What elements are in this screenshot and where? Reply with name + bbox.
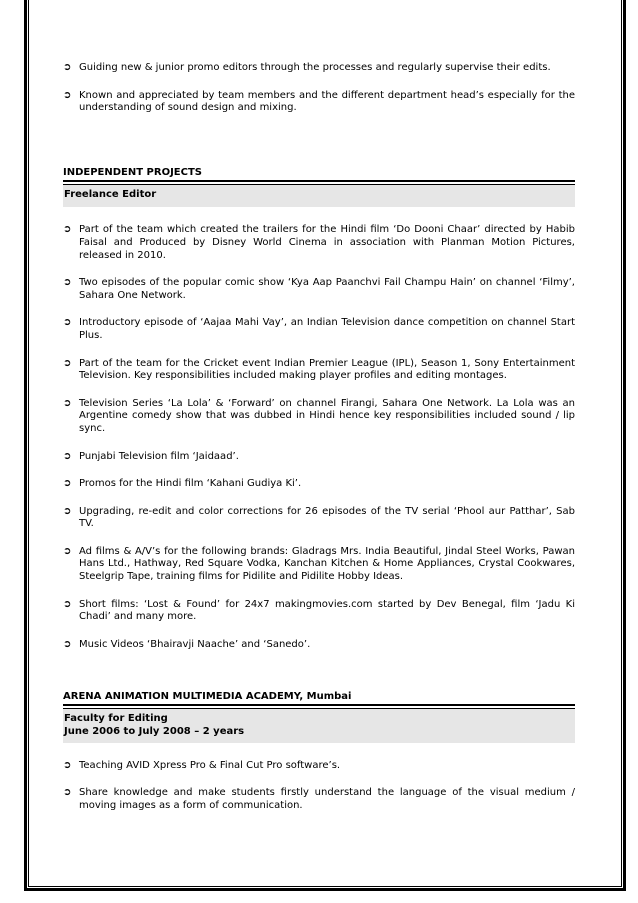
list-item xyxy=(63,760,575,773)
list-item-text: Teaching AVID Xpress Pro & Final Cut Pro software’s. xyxy=(79,759,341,771)
role-block xyxy=(63,709,575,742)
arrow-bullet-icon: ➲ xyxy=(63,224,72,236)
list-item xyxy=(63,451,575,464)
section-heading: INDEPENDENT PROJECTS xyxy=(63,166,202,178)
independent-bullet-list xyxy=(63,224,575,651)
list-item-text: Ad films & A/V’s for the following brands: Gladrags Mrs. India Beautiful, Jindal Steel Works, Pawan Hans Ltd., Hathway, Red Square Vodka, Kanchan Kitchen & Home Appliances, Crystal Cookwares, Steelgrip Tape, training films for Pidilite and Pidilite Hobby Ideas. xyxy=(79,545,575,583)
arrow-bullet-icon: ➲ xyxy=(63,397,72,409)
list-item-text: Guiding new & junior promo editors through the processes and regularly supervise their edits. xyxy=(79,62,551,73)
arena-section xyxy=(63,691,575,812)
list-item-text: Share knowledge and make students firstly understand the language of the visual medium / moving images as a form of communication. xyxy=(79,787,575,811)
list-item-text: Introductory episode of ‘Aajaa Mahi Vay’, an Indian Television dance competition on channel Start Plus. xyxy=(79,317,575,341)
list-item-text: Short films: ‘Lost & Found’ for 24x7 makingmovies.com started by Dev Benegal, film ‘Jadu Ki Chadi’ and many more. xyxy=(79,598,575,623)
independent-projects-section xyxy=(63,167,575,652)
arrow-bullet-icon: ➲ xyxy=(63,638,72,650)
heading-rule-thick xyxy=(63,180,575,182)
list-item-text: Upgrading, re-edit and color corrections for 26 episodes of the TV serial ‘Phool aur Patthar’, Sab TV. xyxy=(79,505,575,530)
arrow-bullet-icon: ➲ xyxy=(63,357,72,369)
arrow-bullet-icon: ➲ xyxy=(63,505,72,517)
list-item xyxy=(63,317,575,342)
resume-content xyxy=(63,62,575,827)
list-item xyxy=(63,398,575,436)
top-bullet-list xyxy=(63,62,575,115)
role-label: Freelance Editor xyxy=(64,188,157,200)
role-period: June 2006 to July 2008 – 2 years xyxy=(64,726,245,738)
list-item-text: Two episodes of the popular comic show ‘Kya Aap Paanchvi Fail Champu Hain’ on channel ‘Filmy’, Sahara One Network. xyxy=(79,277,575,301)
list-item xyxy=(63,62,575,75)
arrow-bullet-icon: ➲ xyxy=(63,62,72,73)
list-item xyxy=(63,224,575,262)
list-item xyxy=(63,546,575,584)
arrow-bullet-icon: ➲ xyxy=(63,759,72,771)
list-item xyxy=(63,599,575,624)
heading-rule-thick xyxy=(63,704,575,706)
list-item xyxy=(63,277,575,302)
arrow-bullet-icon: ➲ xyxy=(63,89,72,101)
list-item-text: Promos for the Hindi film ‘Kahani Gudiya Ki’. xyxy=(79,478,302,490)
arrow-bullet-icon: ➲ xyxy=(63,277,72,289)
list-item-text: Known and appreciated by team members and the different department head’s especially for the understanding of sound design and mixing. xyxy=(79,89,575,114)
arrow-bullet-icon: ➲ xyxy=(63,787,72,799)
list-item-text: Part of the team for the Cricket event Indian Premier League (IPL), Season 1, Sony Entertainment Television. Key responsibilities included making player profiles and editing montages. xyxy=(79,357,575,382)
arrow-bullet-icon: ➲ xyxy=(63,317,72,329)
role-title xyxy=(63,185,575,208)
list-item-text: Television Series ‘La Lola’ & ‘Forward’ on channel Firangi, Sahara One Network. La Lola was an Argentine comedy show that was dubbed in Hindi hence key responsibilities included sound / lip sync. xyxy=(79,397,575,434)
list-item xyxy=(63,506,575,531)
list-item xyxy=(63,787,575,812)
arena-bullet-list xyxy=(63,760,575,813)
arrow-bullet-icon: ➲ xyxy=(63,545,72,557)
list-item xyxy=(63,90,575,115)
list-item xyxy=(63,358,575,383)
list-item xyxy=(63,478,575,491)
list-item xyxy=(63,639,575,652)
arrow-bullet-icon: ➲ xyxy=(63,598,72,610)
list-item-text: Part of the team which created the trailers for the Hindi film ‘Do Dooni Chaar’ directed by Habib Faisal and Produced by Disney World Cinema in association with Planman Motion Pictures, released in 2010. xyxy=(79,224,575,261)
list-item-text: Music Videos ‘Bhairavji Naache’ and ‘Sanedo’. xyxy=(79,638,311,650)
list-item-text: Punjabi Television film ‘Jaidaad’. xyxy=(79,450,239,462)
arrow-bullet-icon: ➲ xyxy=(63,450,72,462)
arrow-bullet-icon: ➲ xyxy=(63,478,72,490)
role-label: Faculty for Editing xyxy=(64,713,168,725)
section-heading: ARENA ANIMATION MULTIMEDIA ACADEMY, Mumbai xyxy=(63,691,352,703)
